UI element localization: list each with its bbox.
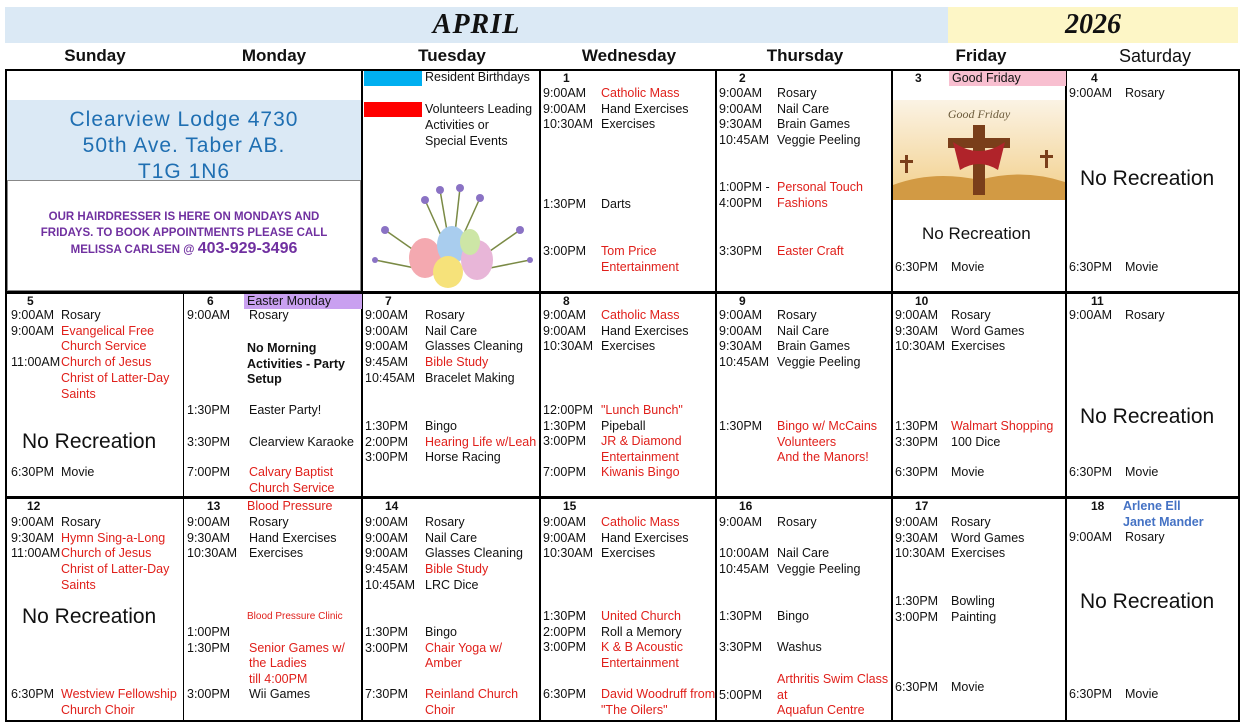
event-title: Hand Exercises [249,530,337,545]
event-time: 9:00AM [543,308,587,322]
event-title: Amber [425,656,462,671]
event-time: 10:30AM [895,546,946,561]
event-title: Nail Care [425,530,478,545]
event-time: 10:00AM [719,546,770,560]
event-time: 9:30AM [719,117,763,132]
event-time: 1:30PM [543,197,587,211]
event-time: 6:30PM [895,465,939,479]
event-title: Movie [1125,687,1159,701]
day-number: 14 [385,499,399,513]
event-title: Church Service [61,339,147,354]
event-title: Senior Games w/ [249,640,345,655]
event-title: Movie [951,465,985,479]
address-line: 50th Ave. Taber AB. [82,134,286,157]
holiday-tag: Easter Monday [244,294,362,309]
event-time: 9:00AM [895,515,939,529]
event-time: 3:00PM [365,640,409,655]
event-title: Blood Pressure Clinic [247,611,343,622]
event-title: Rosary [777,308,817,322]
event-title: Movie [1125,260,1159,274]
day-number: 4 [1091,71,1098,85]
event-title: Entertainment [601,450,679,465]
address-line: Clearview Lodge 4730 [69,108,299,131]
event-time: 9:00AM [365,546,409,561]
event-time: 3:00PM [543,244,587,258]
event-title: LRC Dice [425,577,479,592]
event-title: Bingo w/ McCains [777,419,878,433]
event-title: Church of Jesus [61,355,152,370]
event-time: 3:00PM [895,609,939,624]
event-time: 12:00PM [543,403,594,417]
event-title: Rosary [1125,86,1165,100]
grid-line [5,720,1239,722]
event-time: 9:00AM [11,308,55,322]
year-title: 2026 [1065,9,1121,40]
birthday-name: Arlene Ell [1123,499,1181,513]
event-time: 2:00PM [365,434,409,449]
event-title: Bowling [951,594,995,608]
legend-swatch-birthdays [364,71,422,86]
event-title: Brain Games [777,339,850,354]
day-number: 12 [27,499,41,513]
event-title: Roll a Memory [601,624,682,639]
event-title: Saints [61,577,96,592]
event-title: "Lunch Bunch" [601,403,683,417]
day-number: 8 [563,294,570,308]
event-time: 10:30AM [543,117,594,132]
event-title: Bingo [777,609,809,623]
event-title: Volunteers [777,434,837,449]
event-title: Rosary [951,515,991,529]
no-recreation-label: No Recreation [22,605,157,628]
event-title: Reinland Church [425,687,519,701]
good-friday-illustration [893,100,1065,200]
event-title: Rosary [249,308,289,322]
event-time: 9:00AM [719,308,763,322]
no-recreation-label: No Recreation [922,224,1031,243]
event-title: Calvary Baptist [249,465,334,479]
event-title: Hand Exercises [601,101,689,116]
no-recreation-label: No Recreation [1080,590,1215,613]
dow-monday: Monday [241,46,307,65]
event-title: Rosary [425,308,465,322]
event-title: Word Games [951,530,1025,545]
event-title: Exercises [951,339,1006,354]
event-title: Bracelet Making [425,370,515,385]
event-title: Rosary [61,308,101,322]
event-time: 3:00PM [543,640,587,655]
grid-line [361,69,363,722]
event-time: 11:00AM [11,355,61,370]
day-number: 1 [563,71,570,85]
hairdresser-box [7,180,361,291]
event-title: Glasses Cleaning [425,339,523,354]
event-title: Horse Racing [425,450,501,465]
event-title: Hymn Sing-a-Long [61,530,166,545]
event-time: 3:30PM [187,435,231,449]
day-number: 6 [207,294,214,308]
event-time: 6:30PM [11,465,55,479]
event-title: Nail Care [777,323,830,338]
event-title: JR & Diamond [601,434,682,449]
good-friday-image-text: Good Friday [947,107,1011,121]
grid-line [183,292,184,722]
day-number: 9 [739,294,746,308]
event-title: Bible Study [425,355,489,370]
day-number: 11 [1091,294,1104,308]
event-title: Veggie Peeling [777,355,861,370]
event-title: Choir [425,702,455,717]
event-time: 7:00PM [543,465,587,479]
event-time: 3:00PM [365,450,409,465]
event-time: 9:00AM [1069,86,1113,100]
legend-label: Resident Birthdays [425,70,530,84]
address-line: T1G 1N6 [137,160,231,183]
event-title: the Ladies [249,656,307,671]
dow-sunday: Sunday [64,46,126,65]
event-time: 6:30PM [1069,687,1113,701]
event-title: "The Oilers" [601,702,668,717]
event-title: Christ of Latter-Day [61,562,170,577]
event-title: Entertainment [601,259,679,274]
event-time: 9:45AM [365,562,409,577]
event-time: 9:00AM [1069,530,1113,544]
event-title: Activities - Party [247,356,345,371]
event-time: 9:30AM [11,530,55,545]
event-title: Christ of Latter-Day [61,370,170,385]
event-title: Glasses Cleaning [425,546,523,561]
event-title: Blood Pressure [247,499,333,513]
event-time: 1:30PM [543,609,587,623]
event-time: 9:00AM [719,86,763,100]
event-title: Exercises [601,546,656,561]
event-time: 9:00AM [719,323,763,338]
event-time: 6:30PM [895,680,939,694]
event-title: Rosary [249,515,289,529]
event-title: 100 Dice [951,434,1001,449]
event-time: 1:30PM [895,594,939,608]
event-title: Movie [1125,465,1159,479]
event-time: 6:30PM [895,260,939,274]
dow-saturday: Saturday [1118,46,1192,66]
no-recreation-label: No Recreation [1080,405,1215,428]
day-number: 17 [915,499,929,513]
event-title: Exercises [601,117,656,132]
event-title: Exercises [249,546,304,561]
event-time: 9:00AM [365,308,409,322]
event-time: 9:00AM [365,515,409,529]
event-time: 9:00AM [543,323,587,338]
event-title: Saints [61,386,96,401]
legend-label: Special Events [425,134,508,148]
event-time: 3:30PM [895,434,939,449]
event-title: Washus [777,640,822,654]
hairdresser-line: FRIDAYS. TO BOOK APPOINTMENTS PLEASE CALL [40,227,328,239]
event-title: K & B Acoustic [601,640,683,655]
event-title: And the Manors! [777,450,869,465]
event-title: Rosary [777,86,817,100]
event-title: Church of Jesus [61,546,152,561]
event-time: 1:30PM [187,403,231,417]
event-title: Nail Care [425,323,478,338]
event-title: Arthritis Swim Class [777,672,889,686]
event-title: Catholic Mass [601,515,680,529]
event-time: 6:30PM [11,687,55,701]
holiday-tag: Good Friday [949,71,1066,86]
hairdresser-name: MELISSA CARLSEN @ [70,244,198,256]
month-title: APRIL [432,9,521,40]
event-title: Catholic Mass [601,308,680,322]
event-title: Aquafun Centre [777,703,865,718]
event-time: 9:00AM [365,530,409,545]
event-time: 1:30PM [895,419,939,433]
day-number: 3 [915,71,922,85]
grid-line [5,291,1239,294]
event-time: 3:30PM [719,640,763,654]
event-time: 9:00AM [365,323,409,338]
event-time: 10:45AM [365,577,416,592]
event-title: till 4:00PM [249,672,308,687]
event-time: 10:30AM [895,339,946,354]
day-number: 7 [385,294,392,308]
event-time: 1:30PM [719,609,763,623]
event-time: 9:30AM [895,530,939,545]
event-time: 7:30PM [365,687,409,701]
event-time: 10:45AM [365,370,416,385]
event-title: Church Choir [61,702,135,717]
event-time: 9:00AM [543,86,587,100]
event-title: Veggie Peeling [777,561,861,576]
event-time: 9:00AM [187,515,231,529]
event-time: 9:30AM [895,323,939,338]
event-title: Darts [601,197,631,211]
event-time: 9:00AM [719,515,763,529]
event-time: 4:00PM [719,195,763,210]
event-time: 2:00PM [543,624,587,639]
event-time: 9:00AM [543,530,587,545]
event-title: Setup [247,372,282,387]
event-time: 6:30PM [1069,260,1113,274]
event-title: Movie [61,465,95,479]
event-time: 5:00PM [719,687,763,702]
event-title: Hearing Life w/Leah [425,434,537,449]
event-title: Veggie Peeling [777,133,861,148]
event-title: Easter Craft [777,244,844,258]
event-time: 6:30PM [543,687,587,701]
dow-friday: Friday [955,46,1007,65]
day-number: 10 [915,294,929,308]
event-title: Church Service [249,480,335,495]
event-time: 10:45AM [719,355,770,370]
event-title: Walmart Shopping [951,419,1054,433]
event-time: 1:30PM [543,418,587,433]
event-time: 9:00AM [365,339,409,354]
event-time: 6:30PM [1069,465,1113,479]
event-time: 9:00AM [543,515,587,529]
dow-tuesday: Tuesday [418,46,486,65]
event-time: 9:00AM [11,515,55,529]
event-title: Kiwanis Bingo [601,465,680,479]
event-time: 11:00AM [11,546,61,561]
day-number: 16 [739,499,753,513]
event-title: Wii Games [249,687,311,701]
event-title: Catholic Mass [601,86,680,100]
event-title: United Church [601,609,681,623]
event-title: Bible Study [425,562,489,577]
event-title: David Woodruff from [601,687,716,701]
event-title: Fashions [777,195,828,210]
event-title: Movie [951,680,985,694]
event-time: 10:45AM [719,561,770,576]
event-time: 1:30PM [365,419,409,433]
event-time: 3:00PM [543,434,587,449]
event-title: Clearview Karaoke [249,435,354,449]
hairdresser-line: OUR HAIRDRESSER IS HERE ON MONDAYS AND [48,211,320,223]
event-title: at [777,687,788,702]
event-time: 9:00AM [719,101,763,116]
event-title: Rosary [1125,530,1165,544]
event-title: Rosary [951,308,991,322]
event-time: 1:30PM [187,640,231,655]
dow-wednesday: Wednesday [581,46,677,65]
easter-eggs-illustration [365,180,540,290]
legend-label: Volunteers Leading [425,102,533,116]
event-time: 1:00PM - [719,180,770,194]
event-title: Tom Price [601,244,657,258]
address-box [7,100,361,183]
event-time: 10:30AM [543,546,594,561]
event-time: 7:00PM [187,465,231,479]
event-title: Movie [951,260,985,274]
day-number: 18 [1091,499,1105,513]
event-time: 3:00PM [187,687,231,701]
grid-line [715,69,717,722]
event-title: Entertainment [601,656,679,671]
event-time: 9:00AM [11,323,55,338]
event-title: Nail Care [777,101,830,116]
event-time: 3:30PM [719,244,763,258]
event-title: Hand Exercises [601,530,689,545]
day-number: 13 [207,499,221,513]
event-title: Painting [951,609,997,624]
event-time: 9:30AM [719,339,763,354]
event-title: Exercises [601,339,656,354]
event-title: Exercises [951,546,1006,561]
no-recreation-label: No Recreation [1080,167,1215,190]
grid-line [539,69,541,722]
dow-thursday: Thursday [766,46,844,65]
event-time: 1:30PM [365,625,409,639]
event-time: 9:30AM [187,530,231,545]
event-title: Rosary [1125,308,1165,322]
event-time: 10:45AM [719,133,770,148]
hairdresser-phone: 403-929-3496 [197,240,298,257]
event-title: No Morning [247,341,317,355]
event-time: 1:30PM [719,419,763,433]
event-title: Brain Games [777,117,850,132]
event-title: Bingo [425,419,457,433]
birthday-name: Janet Mander [1123,514,1204,529]
event-title: Word Games [951,323,1025,338]
event-title: Rosary [425,515,465,529]
legend-swatch-volunteers [364,102,422,117]
event-title: Easter Party! [249,403,322,417]
event-title: Westview Fellowship [61,687,177,701]
grid-line [5,496,1239,499]
event-time: 9:00AM [1069,308,1113,322]
event-title: Rosary [61,515,101,529]
event-title: Rosary [777,515,817,529]
event-title: Pipeball [601,418,646,433]
event-time: 9:45AM [365,355,409,370]
event-title: Hand Exercises [601,323,689,338]
event-title: Nail Care [777,546,830,560]
event-title: Personal Touch [777,180,863,194]
event-time: 10:30AM [187,546,238,561]
event-time: 9:00AM [543,101,587,116]
day-number: 15 [563,499,577,513]
day-number: 5 [27,294,34,308]
event-title: Bingo [425,625,457,639]
event-time: 9:00AM [895,308,939,322]
legend-label: Activities or [425,118,489,132]
grid-line [1065,69,1067,722]
no-recreation-label: No Recreation [22,430,157,453]
event-title: Chair Yoga w/ [425,640,503,655]
event-time: 10:30AM [543,339,594,354]
grid-line [1238,69,1240,722]
event-title: Evangelical Free [61,323,155,338]
event-time: 1:00PM [187,625,231,639]
day-number: 2 [739,71,746,85]
event-time: 9:00AM [187,308,231,322]
